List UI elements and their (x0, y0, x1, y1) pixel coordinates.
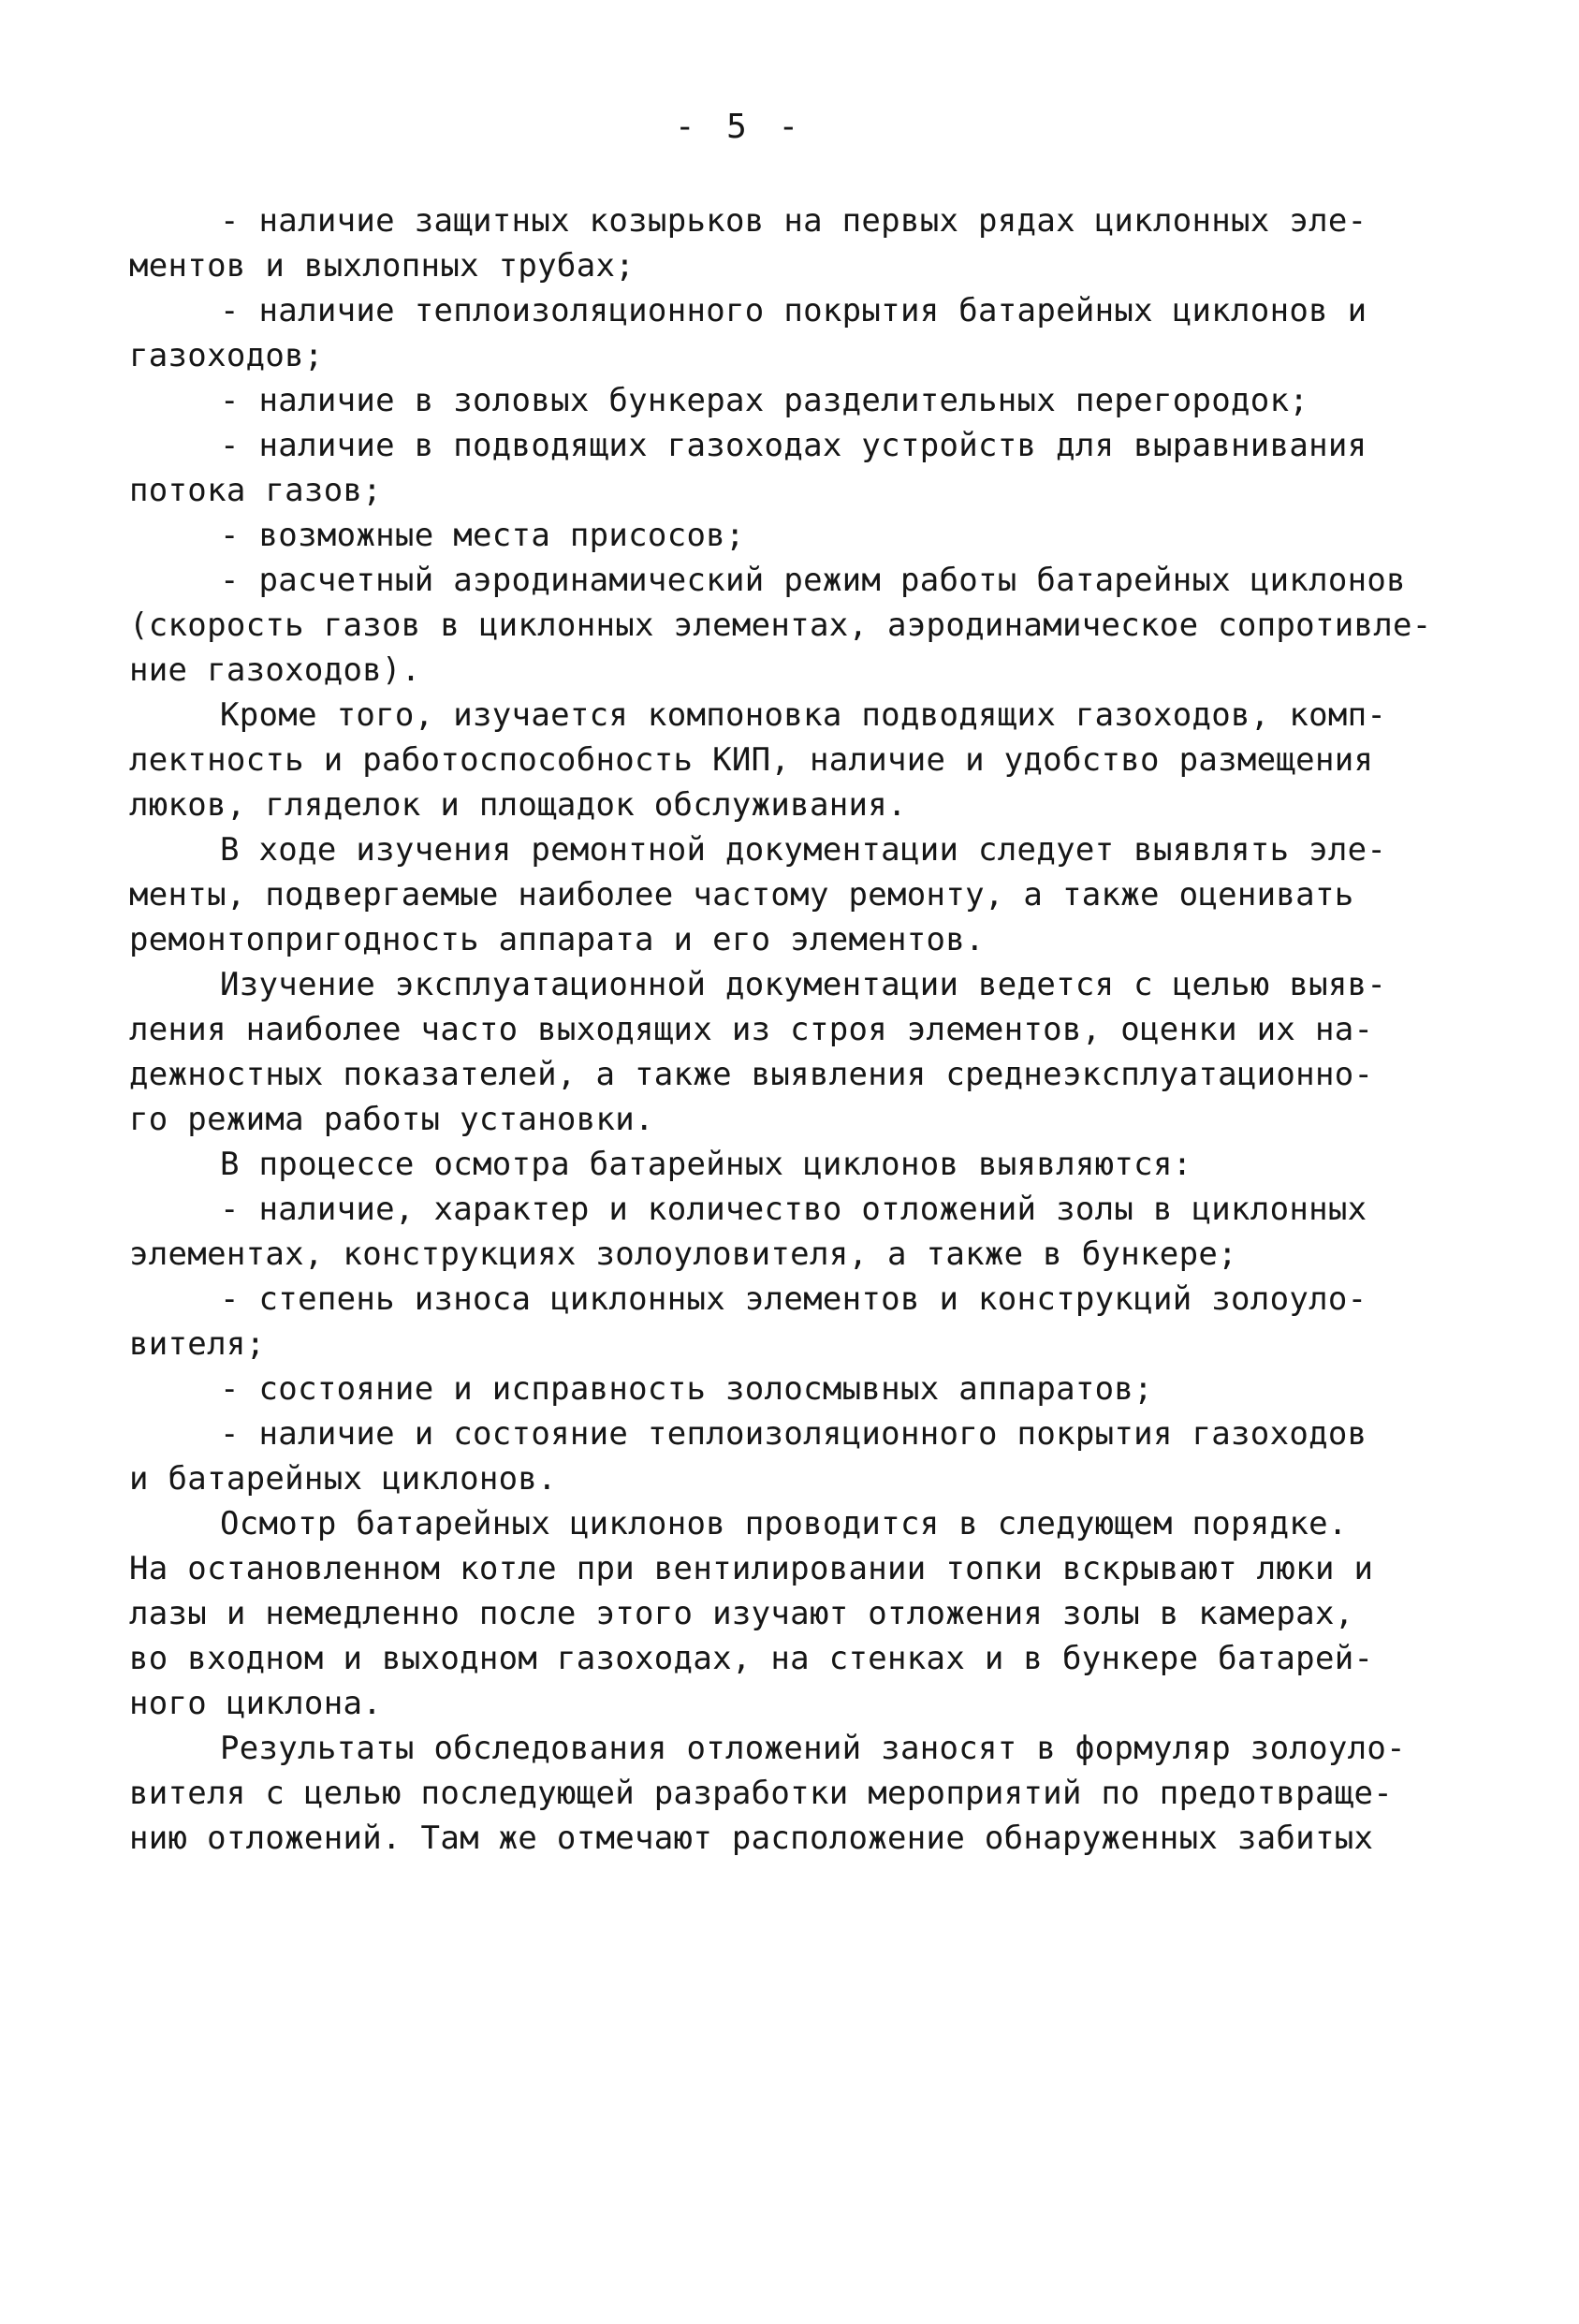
text-line: - расчетный аэродинамический режим работы батарейных циклонов (220, 562, 1406, 599)
page-number: - 5 - (674, 108, 805, 146)
text-line: ментов и выхлопных трубах; (129, 247, 636, 285)
text-line: В процессе осмотра батарейных циклонов выявляются: (220, 1146, 1192, 1183)
text-line: - степень износа циклонных элементов и конструкций золоуло- (220, 1280, 1367, 1318)
text-line: Изучение эксплуатационной документации ведется с целью выяв- (220, 966, 1387, 1003)
text-line: и батарейных циклонов. (129, 1460, 557, 1498)
text-line: менты, подвергаемые наиболее частому ремонту, а также оценивать (129, 876, 1354, 914)
text-line: ние газоходов). (129, 651, 421, 689)
text-line: - наличие, характер и количество отложений золы в циклонных (220, 1191, 1367, 1228)
text-line: - возможные места присосов; (220, 517, 745, 554)
text-line: - состояние и исправность золосмывных аппаратов; (220, 1370, 1153, 1408)
text-line: потока газов; (129, 472, 383, 509)
text-line: дежностных показателей, а также выявления среднеэксплуатационно- (129, 1056, 1374, 1093)
text-line: го режима работы установки. (129, 1101, 654, 1138)
text-line: Результаты обследования отложений заносят в формуляр золоуло- (220, 1730, 1406, 1767)
text-line: вителя; (129, 1325, 266, 1363)
text-line: вителя с целью последующей разработки мероприятий по предотвраще- (129, 1775, 1394, 1812)
text-line: (скорость газов в циклонных элементах, аэродинамическое сопротивле- (129, 607, 1432, 644)
text-line: газоходов; (129, 337, 324, 374)
text-line: люков, гляделок и площадок обслуживания. (129, 786, 907, 824)
text-line: В ходе изучения ремонтной документации следует выявлять эле- (220, 831, 1387, 869)
text-line: во входном и выходном газоходах, на стенках и в бункере батарей- (129, 1640, 1374, 1677)
text-line: - наличие в подводящих газоходах устройств для выравнивания (220, 427, 1367, 464)
text-line: лазы и немедленно после этого изучают отложения золы в камерах, (129, 1595, 1354, 1632)
text-line: элементах, конструкциях золоуловителя, а также в бункере; (129, 1235, 1237, 1273)
text-line: Осмотр батарейных циклонов проводится в следующем порядке. (220, 1505, 1348, 1542)
text-line: ления наиболее часто выходящих из строя элементов, оценки их на- (129, 1011, 1374, 1048)
text-line: лектность и работоспособность КИП, наличие и удобство размещения (129, 741, 1374, 779)
text-line: - наличие теплоизоляционного покрытия батарейных циклонов и (220, 292, 1367, 329)
text-line: - наличие в золовых бункерах разделительных перегородок; (220, 382, 1309, 419)
text-line: - наличие защитных козырьков на первых рядах циклонных эле- (220, 202, 1367, 240)
text-line: нию отложений. Там же отмечают расположение обнаруженных забитых (129, 1820, 1374, 1857)
text-line: Кроме того, изучается компоновка подводящих газоходов, комп- (220, 696, 1387, 734)
text-line: ного циклона. (129, 1685, 383, 1722)
text-line: ремонтопригодность аппарата и его элементов. (129, 921, 985, 958)
text-line: - наличие и состояние теплоизоляционного покрытия газоходов (220, 1415, 1367, 1453)
text-line: На остановленном котле при вентилировании топки вскрывают люки и (129, 1550, 1374, 1587)
